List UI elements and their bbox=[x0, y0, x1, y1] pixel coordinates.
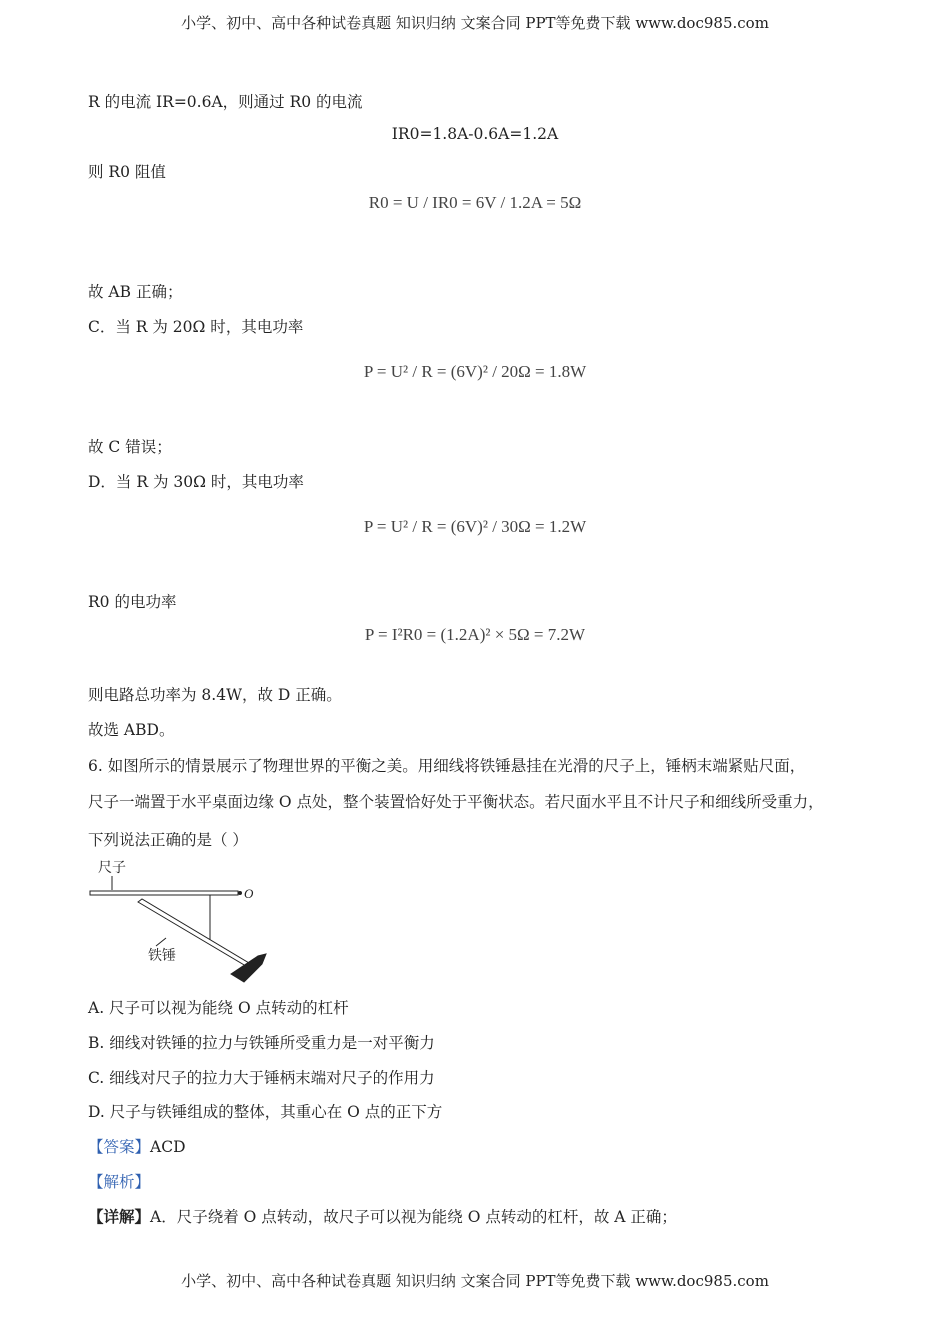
analysis-tag: 【解析】 bbox=[88, 1173, 151, 1191]
ruler bbox=[90, 891, 238, 895]
option-c: C. 细线对尺子的拉力大于锤柄末端对尺子的作用力 bbox=[88, 1069, 435, 1087]
detail-line bbox=[88, 1205, 677, 1227]
text-line-1 bbox=[88, 90, 363, 112]
detail-tag: 【详解】 bbox=[88, 1207, 151, 1226]
hammer-label: 铁锤 bbox=[148, 948, 176, 964]
option-b: B. 细线对铁锤的拉力与铁锤所受重力是一对平衡力 bbox=[88, 1034, 435, 1052]
text-line-3-content: 故 AB 正确； bbox=[88, 283, 183, 301]
text-line-6-content: D．当 R 为 30Ω 时，其电功率 bbox=[88, 473, 304, 491]
page-header: 小学、初中、高中各种试卷真题 知识归纳 文案合同 PPT等免费下载 www.doc985.com bbox=[181, 14, 769, 32]
text-line-4-content: C．当 R 为 20Ω 时，其电功率 bbox=[88, 318, 304, 336]
ruler-label: 尺子 bbox=[98, 860, 126, 876]
equation-2 bbox=[0, 193, 950, 213]
equation-2-content: R0 = U / IR0 = 6V / 1.2A = 5Ω bbox=[368, 193, 582, 212]
point-o-label: O bbox=[244, 886, 254, 901]
answer-value: ACD bbox=[150, 1138, 186, 1156]
equation-4-content: P = U² / R = (6V)² / 30Ω = 1.2W bbox=[363, 517, 587, 536]
page-footer: 小学、初中、高中各种试卷真题 知识归纳 文案合同 PPT等免费下载 www.doc985.com bbox=[181, 1272, 769, 1290]
text-line-8-content: 则电路总功率为 8.4W，故 D 正确。 bbox=[88, 686, 342, 704]
question-stem-3: 下列说法正确的是（ ） bbox=[88, 831, 248, 849]
text-line-6 bbox=[88, 470, 304, 492]
hammer-label-leader bbox=[156, 938, 166, 946]
text-line-4 bbox=[88, 315, 303, 337]
analysis-line bbox=[88, 1170, 150, 1192]
option-a: A. 尺子可以视为能绕 O 点转动的杠杆 bbox=[88, 999, 349, 1017]
pivot-point-o bbox=[238, 891, 242, 895]
answer-tag: 【答案】 bbox=[88, 1138, 151, 1156]
question-stem-1: 6. 如图所示的情景展示了物理世界的平衡之美。用细线将铁锤悬挂在光滑的尺子上，锤柄末端紧贴尺面， bbox=[88, 757, 806, 775]
answer-line bbox=[88, 1135, 186, 1157]
text-line-8 bbox=[88, 683, 342, 705]
ruler-hammer-figure bbox=[86, 856, 286, 988]
text-line-2-content: 则 R0 阻值 bbox=[88, 163, 166, 181]
equation-5 bbox=[0, 625, 950, 645]
option-d: D. 尺子与铁锤组成的整体，其重心在 O 点的正下方 bbox=[88, 1103, 443, 1121]
text-line-1-content: R 的电流 IR=0.6A，则通过 R0 的电流 bbox=[88, 93, 363, 111]
text-line-2 bbox=[88, 160, 166, 182]
question-stem-2: 尺子一端置于水平桌面边缘 O 点处，整个装置恰好处于平衡状态。若尺面水平且不计尺子和细线所受重力， bbox=[88, 793, 824, 811]
text-line-9 bbox=[88, 718, 174, 740]
equation-5-content: P = I²R0 = (1.2A)² × 5Ω = 7.2W bbox=[364, 625, 586, 644]
detail-text: A．尺子绕着 O 点转动，故尺子可以视为能绕 O 点转动的杠杆，故 A 正确； bbox=[150, 1208, 677, 1226]
text-line-7 bbox=[88, 590, 176, 612]
text-line-7-content: R0 的电功率 bbox=[88, 593, 177, 611]
text-line-5-content: 故 C 错误； bbox=[88, 438, 172, 456]
equation-1 bbox=[0, 125, 950, 143]
text-line-9-content: 故选 ABD。 bbox=[88, 721, 175, 739]
equation-1-content: IR0=1.8A-0.6A=1.2A bbox=[391, 125, 559, 143]
equation-4 bbox=[0, 517, 950, 537]
equation-3-content: P = U² / R = (6V)² / 20Ω = 1.8W bbox=[363, 362, 587, 381]
equation-3 bbox=[0, 362, 950, 382]
text-line-5 bbox=[88, 435, 172, 457]
text-line-3 bbox=[88, 280, 182, 302]
